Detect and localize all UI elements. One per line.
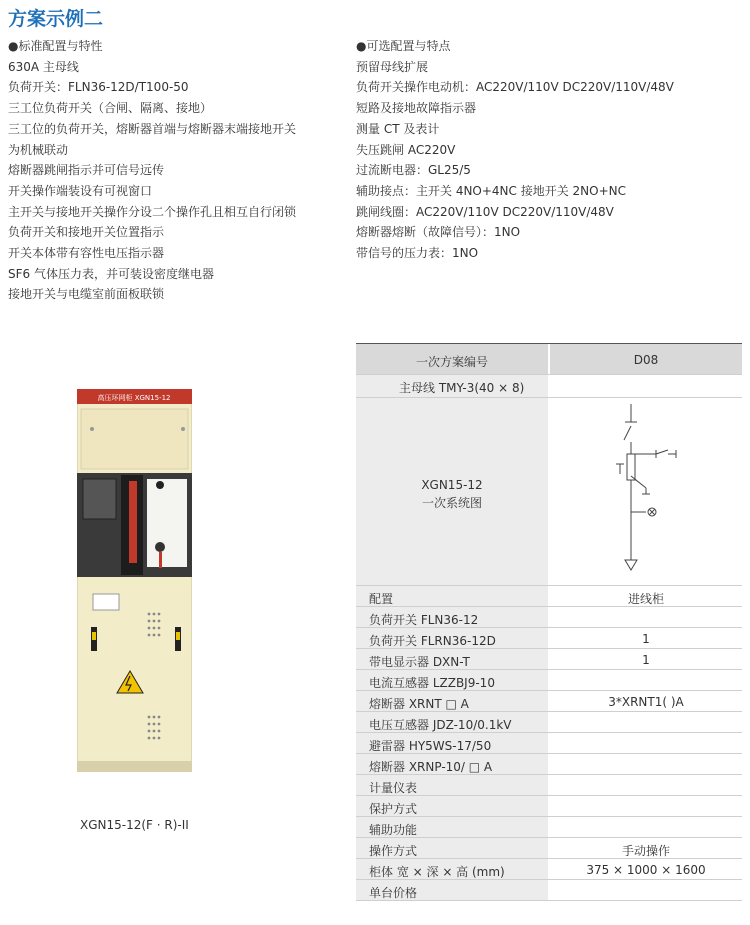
table-row: 熔断器 XRNP-10/ □ A (356, 754, 742, 775)
list-item: 三工位负荷开关（合闸、隔离、接地） (8, 101, 213, 116)
list-item: 跳闸线圈：AC220V/110V DC220V/110V/48V (356, 204, 614, 219)
list-item: 失压跳闸 AC220V (356, 142, 456, 157)
list-item: 预留母线扩展 (356, 59, 429, 74)
diagram-label-title: 一次系统图 (421, 496, 482, 510)
list-item: 带信号的压力表：1NO (356, 246, 479, 261)
table-row: 计量仪表 (356, 775, 742, 796)
list-item: 测量 CT 及表计 (356, 121, 440, 136)
spec-table (356, 343, 742, 901)
list-item: 负荷开关操作电动机：AC220V/110V DC220V/110V/48V (356, 80, 674, 95)
table-row: 柜体 宽 × 深 × 高 (mm) 375 × 1000 × 1600 (356, 859, 742, 880)
list-item: 接地开关与电缆室前面板联锁 (8, 287, 165, 302)
list-item: 主开关与接地开关操作分设二个操作孔且相互自行闭锁 (8, 204, 297, 219)
single-line-diagram (596, 404, 686, 580)
list-item: 熔断器跳闸指示并可信号远传 (8, 163, 165, 178)
busbar-label: 主母线 TMY-3(40 × 8) (399, 381, 525, 395)
list-item: 负荷开关和接地开关位置指示 (8, 225, 165, 240)
table-row: 辅助功能 (356, 817, 742, 838)
list-item: 辅助接点：主开关 4NO+4NC 接地开关 2NO+NC (356, 183, 627, 198)
optional-features (356, 36, 746, 264)
list-item: 过流断电器：GL25/5 (356, 163, 471, 178)
standard-heading: ●标准配置与特性 (8, 39, 103, 53)
list-item: 三工位的负荷开关，熔断器首端与熔断器末端接地开关 (8, 121, 297, 136)
header-value: D08 (633, 353, 659, 367)
table-row: 负荷开关 FLN36-12 (356, 607, 742, 628)
table-row: 单台价格 (356, 880, 742, 901)
table-row: 负荷开关 FLRN36-12D 1 (356, 628, 742, 649)
list-item: 为机械联动 (8, 142, 69, 157)
list-item: SF6 气体压力表，并可装设密度继电器 (8, 266, 214, 281)
table-row: 电压互感器 JDZ-10/0.1kV (356, 712, 742, 733)
standard-features (8, 36, 343, 305)
list-item: 熔断器熔断（故障信号）：1NO (356, 225, 521, 240)
table-row: 操作方式 手动操作 (356, 838, 742, 859)
table-row: 熔断器 XRNT □ A 3*XRNT1( )A (356, 691, 742, 712)
cabinet-caption: XGN15-12(F · R)-II (80, 818, 189, 832)
optional-heading: ●可选配置与特点 (356, 39, 451, 53)
header-label: 一次方案编号 (415, 355, 488, 369)
list-item: 短路及接地故障指示器 (356, 101, 477, 116)
switchgear-cabinet-image (77, 389, 192, 772)
list-item: 开关本体带有容性电压指示器 (8, 246, 165, 261)
page-title: 方案示例二 (8, 8, 104, 30)
list-item: 开关操作端装设有可视窗口 (8, 183, 153, 198)
table-row: 带电显示器 DXN-T 1 (356, 649, 742, 670)
table-row: 电流互感器 LZZBJ9-10 (356, 670, 742, 691)
busbar-row (356, 375, 742, 398)
table-row: 配置 进线柜 (356, 586, 742, 607)
list-item: 630A 主母线 (8, 59, 79, 74)
cabinet-top-label: 高压环网柜 XGN15-12 (97, 394, 171, 402)
table-header-row (356, 344, 742, 375)
list-item: 负荷开关：FLN36-12D/T100-50 (8, 80, 189, 95)
table-row: 保护方式 (356, 796, 742, 817)
table-row: 避雷器 HY5WS-17/50 (356, 733, 742, 754)
diagram-row (356, 398, 742, 586)
diagram-label-model: XGN15-12 (421, 478, 483, 492)
